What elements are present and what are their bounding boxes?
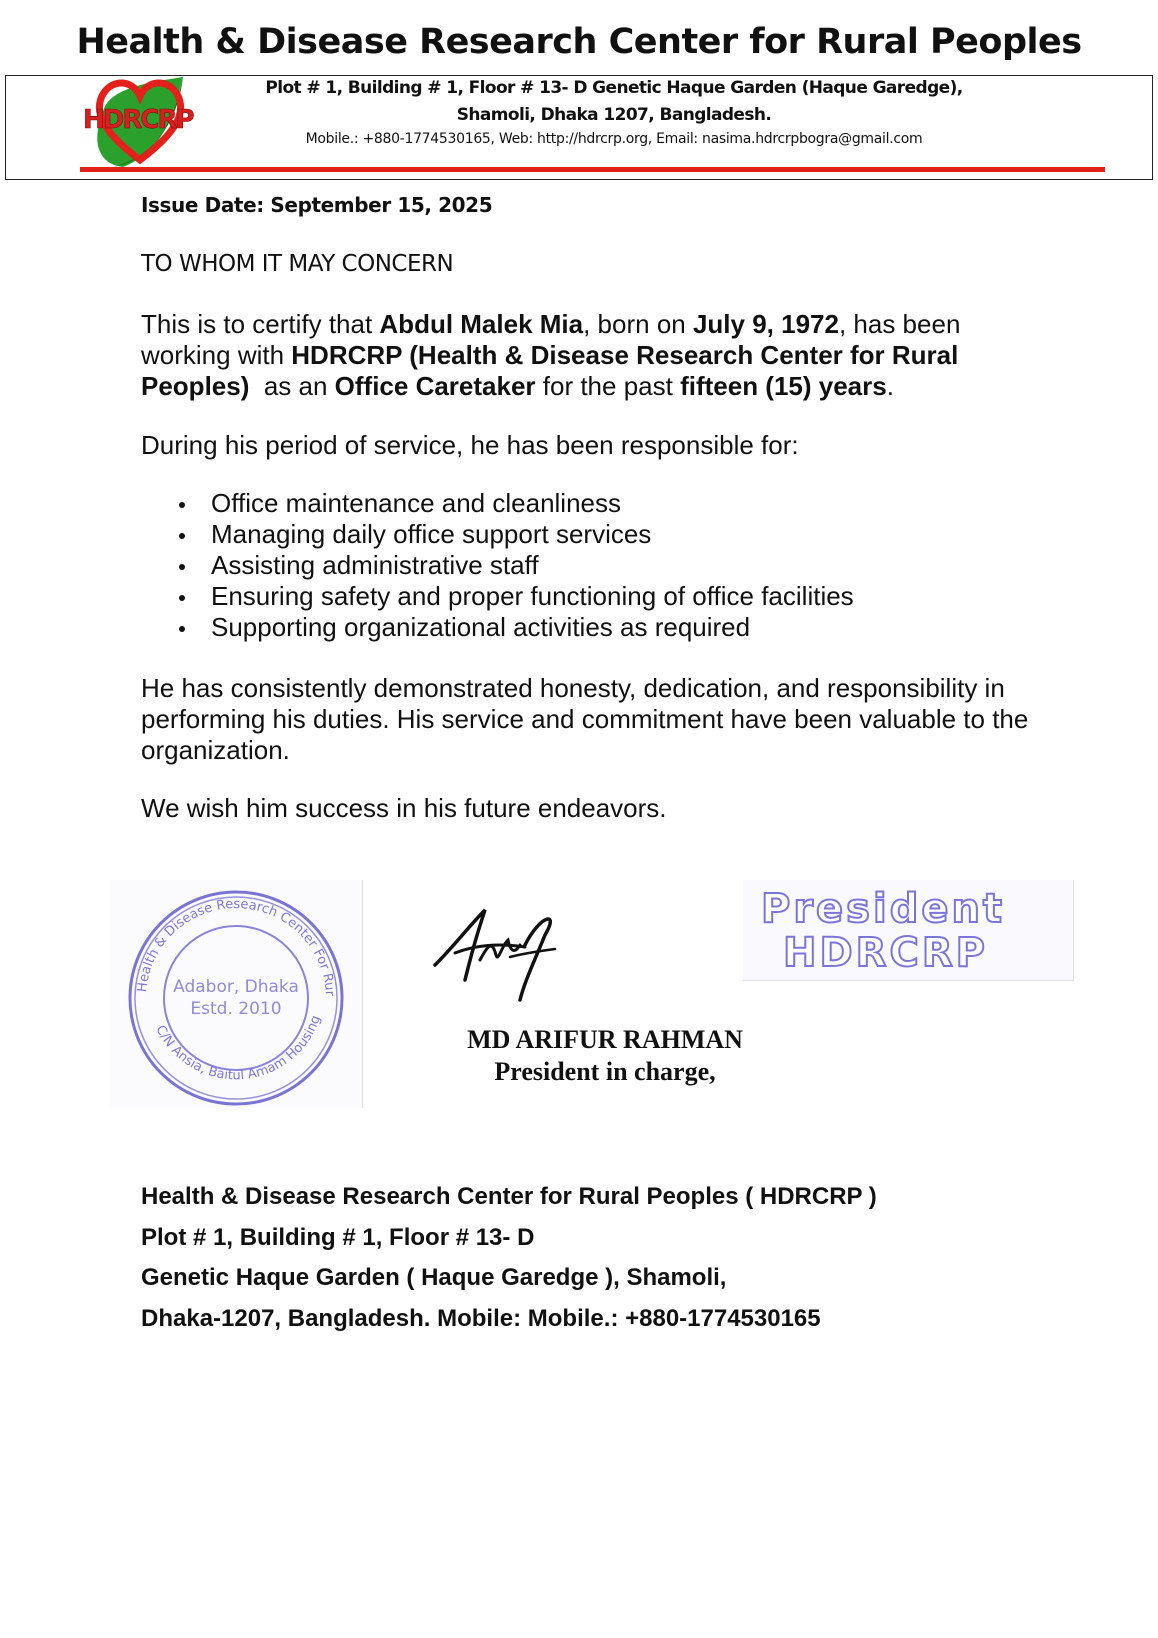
date-of-birth: July 9, 1972 <box>692 309 839 339</box>
employee-name: Abdul Malek Mia <box>379 309 584 339</box>
list-item: Office maintenance and cleanliness <box>141 488 854 519</box>
organization-name: HDRCRP (Health & Disease Research Center for Rural Peoples) <box>141 340 959 401</box>
responsibilities-intro: During his period of service, he has been responsible for: <box>141 430 799 460</box>
list-item: Managing daily office support services <box>141 519 854 550</box>
president-stamp-line1: President <box>761 886 1006 932</box>
president-stamp <box>743 880 1074 981</box>
character-paragraph: He has consistently demonstrated honesty, dedication, and responsibility in performing his duties. His service and commitment have been valuable to the organization. <box>141 673 1029 765</box>
footer-address-line3: Dhaka-1207, Bangladesh. Mobile: Mobile.: +880-1774530165 <box>141 1305 821 1332</box>
signatory-name: MD ARIFUR RAHMAN <box>467 1025 743 1054</box>
service-duration: fifteen (15) years <box>680 371 887 401</box>
footer-address-line2: Genetic Haque Garden ( Haque Garedge ), Shamoli, <box>141 1264 727 1291</box>
issue-date: Issue Date: September 15, 2025 <box>141 193 493 217</box>
svg-text:Health & Disease Research Cent: Health & Disease Research Center For Rur <box>135 896 338 997</box>
list-item: Assisting administrative staff <box>141 550 854 581</box>
letterhead-address-line1: Plot # 1, Building # 1, Floor # 13- D Genetic Haque Garden (Haque Garedge), <box>265 78 963 98</box>
letterhead-contact: Mobile.: +880-1774530165, Web: http://hdrcrp.org, Email: nasima.hdrcrpbogra@gmail.com <box>305 131 923 147</box>
logo-text: HDRCRP <box>83 105 193 135</box>
president-stamp-line2: HDRCRP <box>783 930 988 976</box>
letterhead-red-rule <box>80 167 1105 172</box>
organization-seal <box>110 880 363 1108</box>
job-role: Office Caretaker <box>334 371 536 401</box>
footer-address-line1: Plot # 1, Building # 1, Floor # 13- D <box>141 1224 535 1251</box>
signature <box>430 905 570 1005</box>
salutation: TO WHOM IT MAY CONCERN <box>141 251 454 277</box>
seal-center-line2: Estd. 2010 <box>190 999 282 1019</box>
certification-paragraph: This is to certify that Abdul Malek Mia, born on July 9, 1972, has been working with HDRCRP (Health & Disease Research Center for Rural Peoples) as an Office Caretaker for the past fifteen (15) years. <box>141 309 961 401</box>
svg-text:C/N Ansia, Baitul Amam Housing: C/N Ansia, Baitul Amam Housing <box>152 1013 324 1084</box>
organization-title: Health & Disease Research Center for Rural Peoples <box>76 22 1082 62</box>
responsibilities-list <box>141 488 854 643</box>
list-item: Supporting organizational activities as required <box>141 612 854 643</box>
seal-center-line1: Adabor, Dhaka <box>173 977 299 997</box>
letterhead-address-line2: Shamoli, Dhaka 1207, Bangladesh. <box>456 105 772 125</box>
closing-wish: We wish him success in his future endeavors. <box>141 793 667 823</box>
signatory-title: President in charge, <box>494 1057 716 1086</box>
list-item: Ensuring safety and proper functioning of office facilities <box>141 581 854 612</box>
footer-org-name: Health & Disease Research Center for Rural Peoples ( HDRCRP ) <box>141 1183 877 1210</box>
